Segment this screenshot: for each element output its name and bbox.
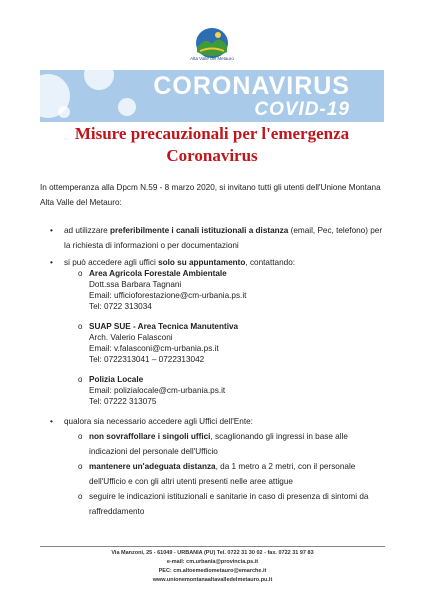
virus-graphic [84, 70, 114, 90]
logo [192, 26, 232, 60]
office-name: Area Agricola Forestale Ambientale [89, 269, 227, 278]
instructions-list [40, 223, 385, 270]
office-email: Email: v.falasconi@cm-urbania.ps.it [89, 344, 219, 353]
bullet-text: , contattando: [245, 258, 296, 267]
office-name: Polizia Locale [89, 375, 144, 384]
office-email: Email: polizialocale@cm-urbania.ps.it [89, 386, 226, 395]
office-contact: Arch. Valerio Falasconi [89, 333, 173, 342]
bullet-text: si può accedere agli uffici [64, 258, 159, 267]
sub-item-text: , da 1 metro a 2 metri, con il personale dell'Ufficio e con gli altri utenti presenti nelle aree attigue [89, 462, 356, 486]
intro-paragraph: In ottemperanza alla Dpcm N.59 - 8 marzo 2020, si invitano tutti gli utenti dell'Unione Montana Alta Valle del Metauro: [40, 183, 381, 207]
office-tel: Tel: 0722 313034 [89, 302, 152, 311]
bullet-icon: • [50, 226, 53, 235]
list-item [40, 223, 385, 253]
sub-item-text: seguire le indicazioni istituzionali e sanitarie in caso di presenza di sintomi da raffreddamento [89, 492, 369, 516]
circle-bullet-icon: o [78, 492, 83, 501]
bullet-text: qualora sia necessario accedere agli Uffici dell'Ente: [64, 417, 253, 426]
sub-item [40, 459, 385, 489]
office-tel: Tel: 0722313041 – 0722313042 [89, 355, 205, 364]
sub-item-emphasis: mantenere un'adeguata distanza [89, 462, 216, 471]
circle-bullet-icon: o [78, 269, 83, 278]
sub-item [40, 429, 385, 459]
sub-item-emphasis: non sovraffollare i singoli uffici [89, 432, 211, 441]
bullet-text: ad utilizzare [64, 226, 110, 235]
footer-email: e-mail: cm.urbania@provincia.ps.it [166, 559, 259, 565]
headline [40, 123, 384, 167]
office-email: Email: ufficioforestazione@cm-urbania.ps.it [89, 291, 247, 300]
headline-line-1: Misure precauzionali per l'emergenza [74, 124, 350, 143]
footer-divider [40, 546, 385, 547]
logo-caption: Alta Valle del Metauro [190, 56, 234, 61]
footer [40, 549, 385, 585]
virus-graphic [58, 106, 70, 118]
virus-graphic [118, 98, 136, 116]
circle-bullet-icon: o [78, 375, 83, 384]
bullet-text: (email, Pec, telefono) per la richiesta di informazioni o per documentazioni [64, 226, 383, 250]
office-contact: Dott.ssa Barbara Tagnani [89, 280, 182, 289]
banner-subtitle: COVID-19 [254, 99, 350, 120]
office-name: SUAP SUE - Area Tecnica Manutentiva [89, 322, 239, 331]
headline-line-2: Coronavirus [166, 146, 258, 165]
office-tel: Tel: 07222 313075 [89, 397, 157, 406]
office-list [40, 268, 385, 416]
sub-item [40, 489, 385, 519]
coronavirus-banner [40, 70, 384, 122]
bullet-icon: • [50, 258, 53, 267]
banner-title: CORONAVIRUS [153, 72, 350, 100]
bullet-icon: • [50, 417, 53, 426]
sub-item-text: , scaglionando gli ingressi in base alle indicazioni del personale dell'Ufficio [89, 432, 348, 456]
footer-address: Via Manzoni, 25 - 61049 - URBANIA (PU) Tel. 0722 31 30 02 - fax. 0722 31 97 83 [111, 550, 314, 556]
list-item [40, 414, 385, 429]
bullet-emphasis: solo su appuntamento [158, 258, 246, 267]
access-list [40, 414, 385, 519]
circle-bullet-icon: o [78, 322, 83, 331]
footer-web: www.unionemontanaaltavalledelmetauro.pu.it [152, 577, 273, 583]
office-item [40, 268, 385, 312]
footer-pec: PEC: cm.altoemediometauro@emarche.it [158, 568, 267, 574]
bullet-emphasis: preferibilmente i canali istituzionali a distanza [109, 226, 289, 235]
circle-bullet-icon: o [78, 432, 83, 441]
office-item [40, 374, 385, 407]
circle-bullet-icon: o [78, 462, 83, 471]
office-item [40, 321, 385, 365]
